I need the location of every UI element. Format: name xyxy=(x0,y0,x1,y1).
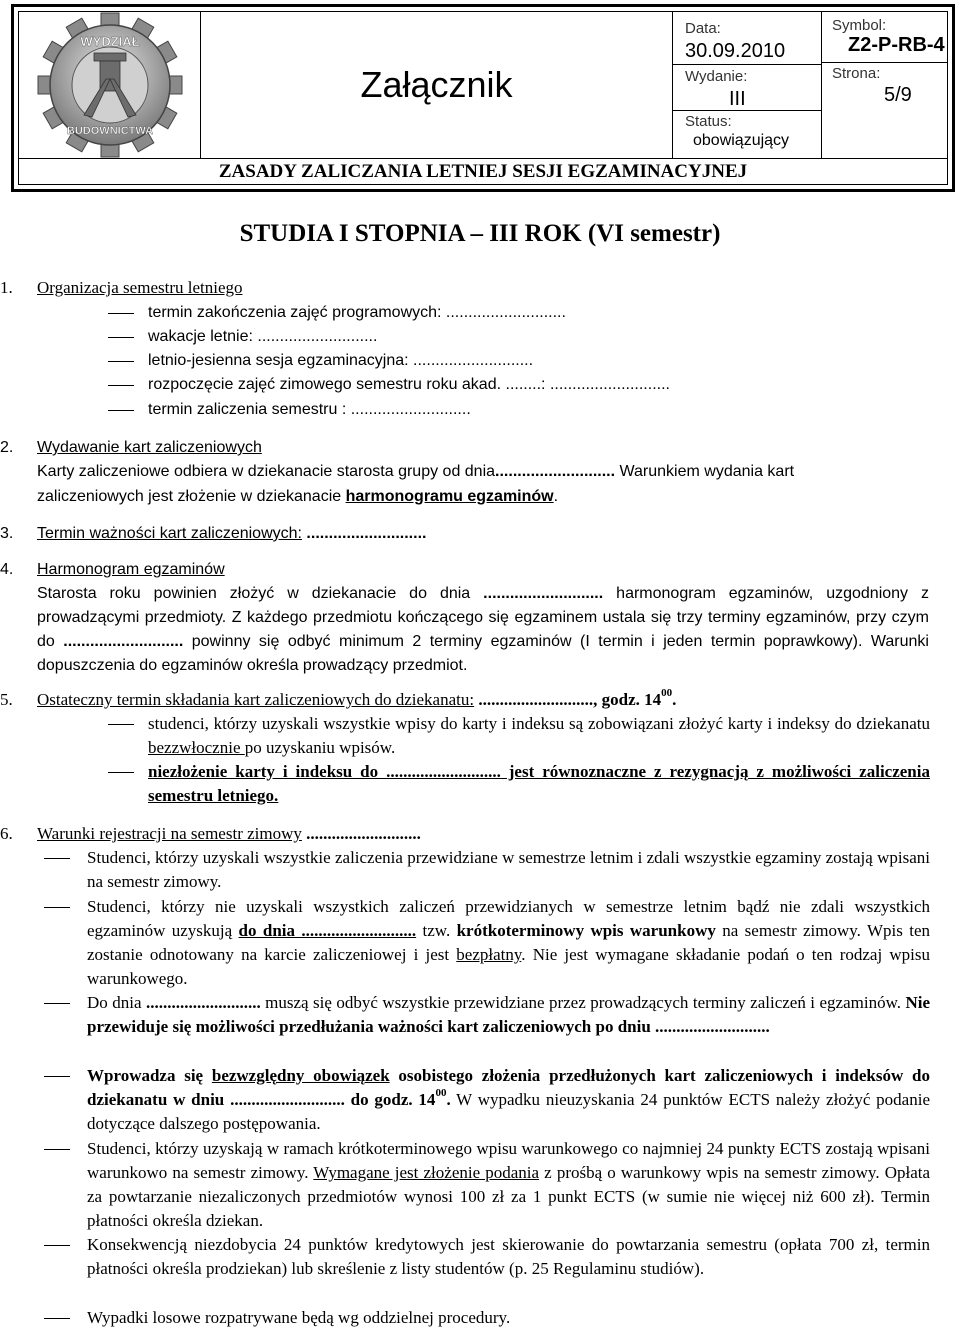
logo-text-top: WYDZIAŁ xyxy=(80,34,140,49)
s6-item-7: Wypadki losowe rozpatrywane będą wg oddzielnej procedury. xyxy=(87,1308,511,1327)
symbol-divider xyxy=(822,62,947,63)
s4-paragraph: Starosta roku powinien złożyć w dziekanacie do dnia ........................... harmonogram egzaminów, uzgodniony z prowadzącymi przedmioty. Z każdego przedmiotu kończącego się egzaminem ustala się trzy terminy egzaminów, przy czym do ........................... powinny się odbyć minimum 2 terminy egzaminów (I termin i jeden termin poprawkowy). Warunki dopuszczenia do egzaminów określa prowadzący przedmiot. xyxy=(37,585,930,674)
s1-item-3: letnio-jesienna sesja egzaminacyjna: ........................... xyxy=(148,352,534,369)
bullet-dash xyxy=(44,858,70,859)
bullet-dash xyxy=(108,313,134,314)
status-value: obowiązujący xyxy=(693,132,790,149)
wydanie-value: III xyxy=(729,88,746,110)
section-1-number: 1. xyxy=(0,278,13,297)
header-title: Załącznik xyxy=(360,64,513,105)
s1-item-5: termin zaliczenia semestru : ........................... xyxy=(148,401,471,418)
s6-item-2: Studenci, którzy nie uzyskali wszystkich zaliczeń przewidzianych w semestrze letnim bądź nie zdali wszystkich egzaminów uzyskują do dnia ........................... tzw. krótkoterminowy wpis warunkowy na semestr zimowy. Wpis ten zostanie odnotowany na karcie zaliczeniowej i jest bezpłatny. Nie jest wymagane składanie podań o ten rodzaj wpisu warunkowego. xyxy=(87,897,930,988)
bullet-dash xyxy=(44,1318,70,1319)
section-6-heading: Warunki rejestracji na semestr zimowy ........................... xyxy=(37,824,421,843)
s1-item-2: wakacje letnie: ........................... xyxy=(148,328,378,345)
section-5-heading: Ostateczny termin składania kart zaliczeniowych do dziekanatu: ..........................., godz. $14^{00}$. xyxy=(37,687,677,709)
meta-divider-2 xyxy=(673,110,821,111)
bullet-dash xyxy=(108,410,134,411)
s2-line-1: Karty zaliczeniowe odbiera w dziekanacie starosta grupy od dnia........................... Warunkiem wydania kart xyxy=(37,463,795,480)
section-2-heading: Wydawanie kart zaliczeniowych xyxy=(37,439,262,456)
section-4-number: 4. xyxy=(0,561,14,578)
data-label: Data: xyxy=(685,20,721,37)
status-label: Status: xyxy=(685,113,732,130)
bullet-dash xyxy=(108,724,134,725)
faculty-logo xyxy=(22,12,198,158)
document-title: STUDIA I STOPNIA – III ROK (VI semestr) xyxy=(239,220,721,247)
section-6-number: 6. xyxy=(0,824,13,843)
bullet-dash xyxy=(44,1076,70,1077)
header-title-cell xyxy=(201,12,673,158)
bullet-dash xyxy=(44,1149,70,1150)
section-5-number: 5. xyxy=(0,690,13,709)
header-banner: ZASADY ZALICZANIA LETNIEJ SESJI EGZAMINACYJNEJ xyxy=(19,158,947,184)
bullet-dash xyxy=(44,1245,70,1246)
symbol-value: Z2-P-RB-4 xyxy=(848,34,945,56)
bullet-dash xyxy=(44,1003,70,1004)
header-inner-frame xyxy=(18,11,948,185)
meta-divider-1 xyxy=(673,64,821,65)
bullet-dash xyxy=(44,907,70,908)
section-3-heading: Termin ważności kart zaliczeniowych: ........................... xyxy=(37,525,427,542)
s1-item-4: rozpoczęcie zajęć zimowego semestru roku akad. ........: ........................... xyxy=(148,376,670,393)
s6-item-4: Wprowadza się bezwzględny obowiązek osobistego złożenia przedłużonych kart zaliczeniowych i indeksów do dziekanatu w dniu ........................... do godz. $14^{00}$. W wypadku nieuzyskania 24 punktów ECTS należy złożyć podanie dotyczące dalszego postępowania. xyxy=(87,1066,930,1133)
s6-item-3: Do dnia ........................... muszą się odbyć wszystkie przewidziane przez prowadzących terminy zaliczeń i egzaminów. Nie przewiduje się możliwości przedłużania ważności kart zaliczeniowych po dniu ........................... xyxy=(87,993,930,1036)
s6-item-5: Studenci, którzy uzyskają w ramach krótkoterminowego wpisu warunkowego co najmniej 24 punkty ECTS zostają wpisani warunkowo na semestr zimowy. Wymagane jest złożenie podania z prośbą o warunkowy wpis na semestr zimowy. Opłata za powtarzanie niezaliczonych przedmiotów wynosi 100 zł za 1 punkt ECTS (w sumie nie więcej niż 600 zł). Termin płatności określa dziekan. xyxy=(87,1139,931,1230)
header-meta-cell xyxy=(673,12,822,158)
header-symbol-cell xyxy=(822,12,947,158)
bullet-dash xyxy=(108,361,134,362)
section-4-heading: Harmonogram egzaminów xyxy=(37,561,225,578)
bullet-dash xyxy=(108,385,134,386)
wydanie-label: Wydanie: xyxy=(685,68,748,85)
section-2-number: 2. xyxy=(0,439,14,456)
section-1-heading: Organizacja semestru letniego xyxy=(37,278,243,297)
bullet-dash xyxy=(108,337,134,338)
s5-bullet-2: niezłożenie karty i indeksu do ........................... jest równoznaczne z rezygnacją z możliwości zaliczenia semestru letniego. xyxy=(148,762,930,805)
strona-value: 5/9 xyxy=(884,84,912,106)
s6-item-1: Studenci, którzy uzyskali wszystkie zaliczenia przewidziane w semestrze letnim i zdali wszystkie egzaminy zostają wpisani na semestr zimowy. xyxy=(87,848,930,891)
section-3-number: 3. xyxy=(0,525,14,542)
s2-line-2: zaliczeniowych jest złożenie w dziekanacie harmonogramu egzaminów. xyxy=(37,488,559,505)
logo-text-bottom: BUDOWNICTWA xyxy=(66,125,154,137)
strona-label: Strona: xyxy=(832,65,881,82)
bullet-dash xyxy=(108,772,134,773)
s5-bullet-1: studenci, którzy uzyskali wszystkie wpisy do karty i indeksu są zobowiązani złożyć karty i indeksy do dziekanatu bezzwłocznie po uzyskaniu wpisów. xyxy=(148,714,930,757)
s6-item-6: Konsekwencją niezdobycia 24 punktów kredytowych jest skierowanie do powtarzania semestru (opłata 700 zł, termin płatności określa prodziekan) lub skreślenie z listy studentów (p. 25 Regulaminu studiów). xyxy=(87,1235,930,1278)
symbol-label: Symbol: xyxy=(832,17,887,34)
logo-cell xyxy=(19,12,201,158)
data-value: 30.09.2010 xyxy=(685,40,786,62)
s1-item-1: termin zakończenia zajęć programowych: ........................... xyxy=(148,304,566,321)
document-header xyxy=(11,4,955,192)
